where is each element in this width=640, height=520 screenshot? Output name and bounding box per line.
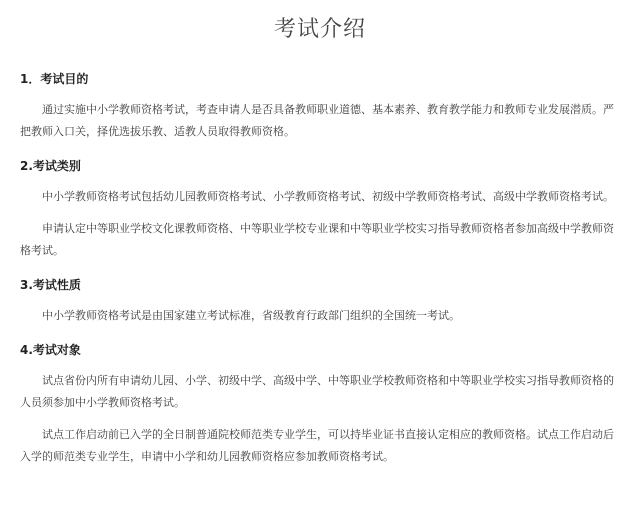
section-exam-target bbox=[20, 341, 620, 468]
section-exam-category bbox=[20, 157, 620, 262]
section-heading: 1．考试目的 bbox=[20, 72, 89, 86]
section-paragraph: 通过实施中小学教师资格考试，考查申请人是否具备教师职业道德、基本素养、教育教学能力和教师专业发展潜质。严把教师入口关，择优选拔乐教、适教人员取得教师资格。 bbox=[20, 103, 614, 138]
section-paragraph: 试点工作启动前已入学的全日制普通院校师范类专业学生，可以持毕业证书直接认定相应的教师资格。试点工作启动后入学的师范类专业学生，申请中小学和幼儿园教师资格应参加教师资格考试。 bbox=[20, 428, 614, 463]
section-exam-purpose bbox=[20, 70, 620, 143]
section-heading: 4.考试对象 bbox=[20, 343, 81, 357]
section-exam-nature bbox=[20, 276, 620, 327]
section-paragraph: 中小学教师资格考试包括幼儿园教师资格考试、小学教师资格考试、初级中学教师资格考试、高级中学教师资格考试。 bbox=[42, 190, 614, 203]
section-paragraph: 试点省份内所有申请幼儿园、小学、初级中学、高级中学、中等职业学校教师资格和中等职业学校实习指导教师资格的人员须参加中小学教师资格考试。 bbox=[20, 374, 614, 409]
section-paragraph: 中小学教师资格考试是由国家建立考试标准，省级教育行政部门组织的全国统一考试。 bbox=[42, 309, 460, 322]
section-heading: 3.考试性质 bbox=[20, 278, 81, 292]
page-title: 考试介绍 bbox=[273, 17, 366, 42]
section-heading: 2.考试类别 bbox=[20, 159, 81, 173]
section-paragraph: 申请认定中等职业学校文化课教师资格、中等职业学校专业课和中等职业学校实习指导教师资格者参加高级中学教师资格考试。 bbox=[20, 222, 614, 257]
